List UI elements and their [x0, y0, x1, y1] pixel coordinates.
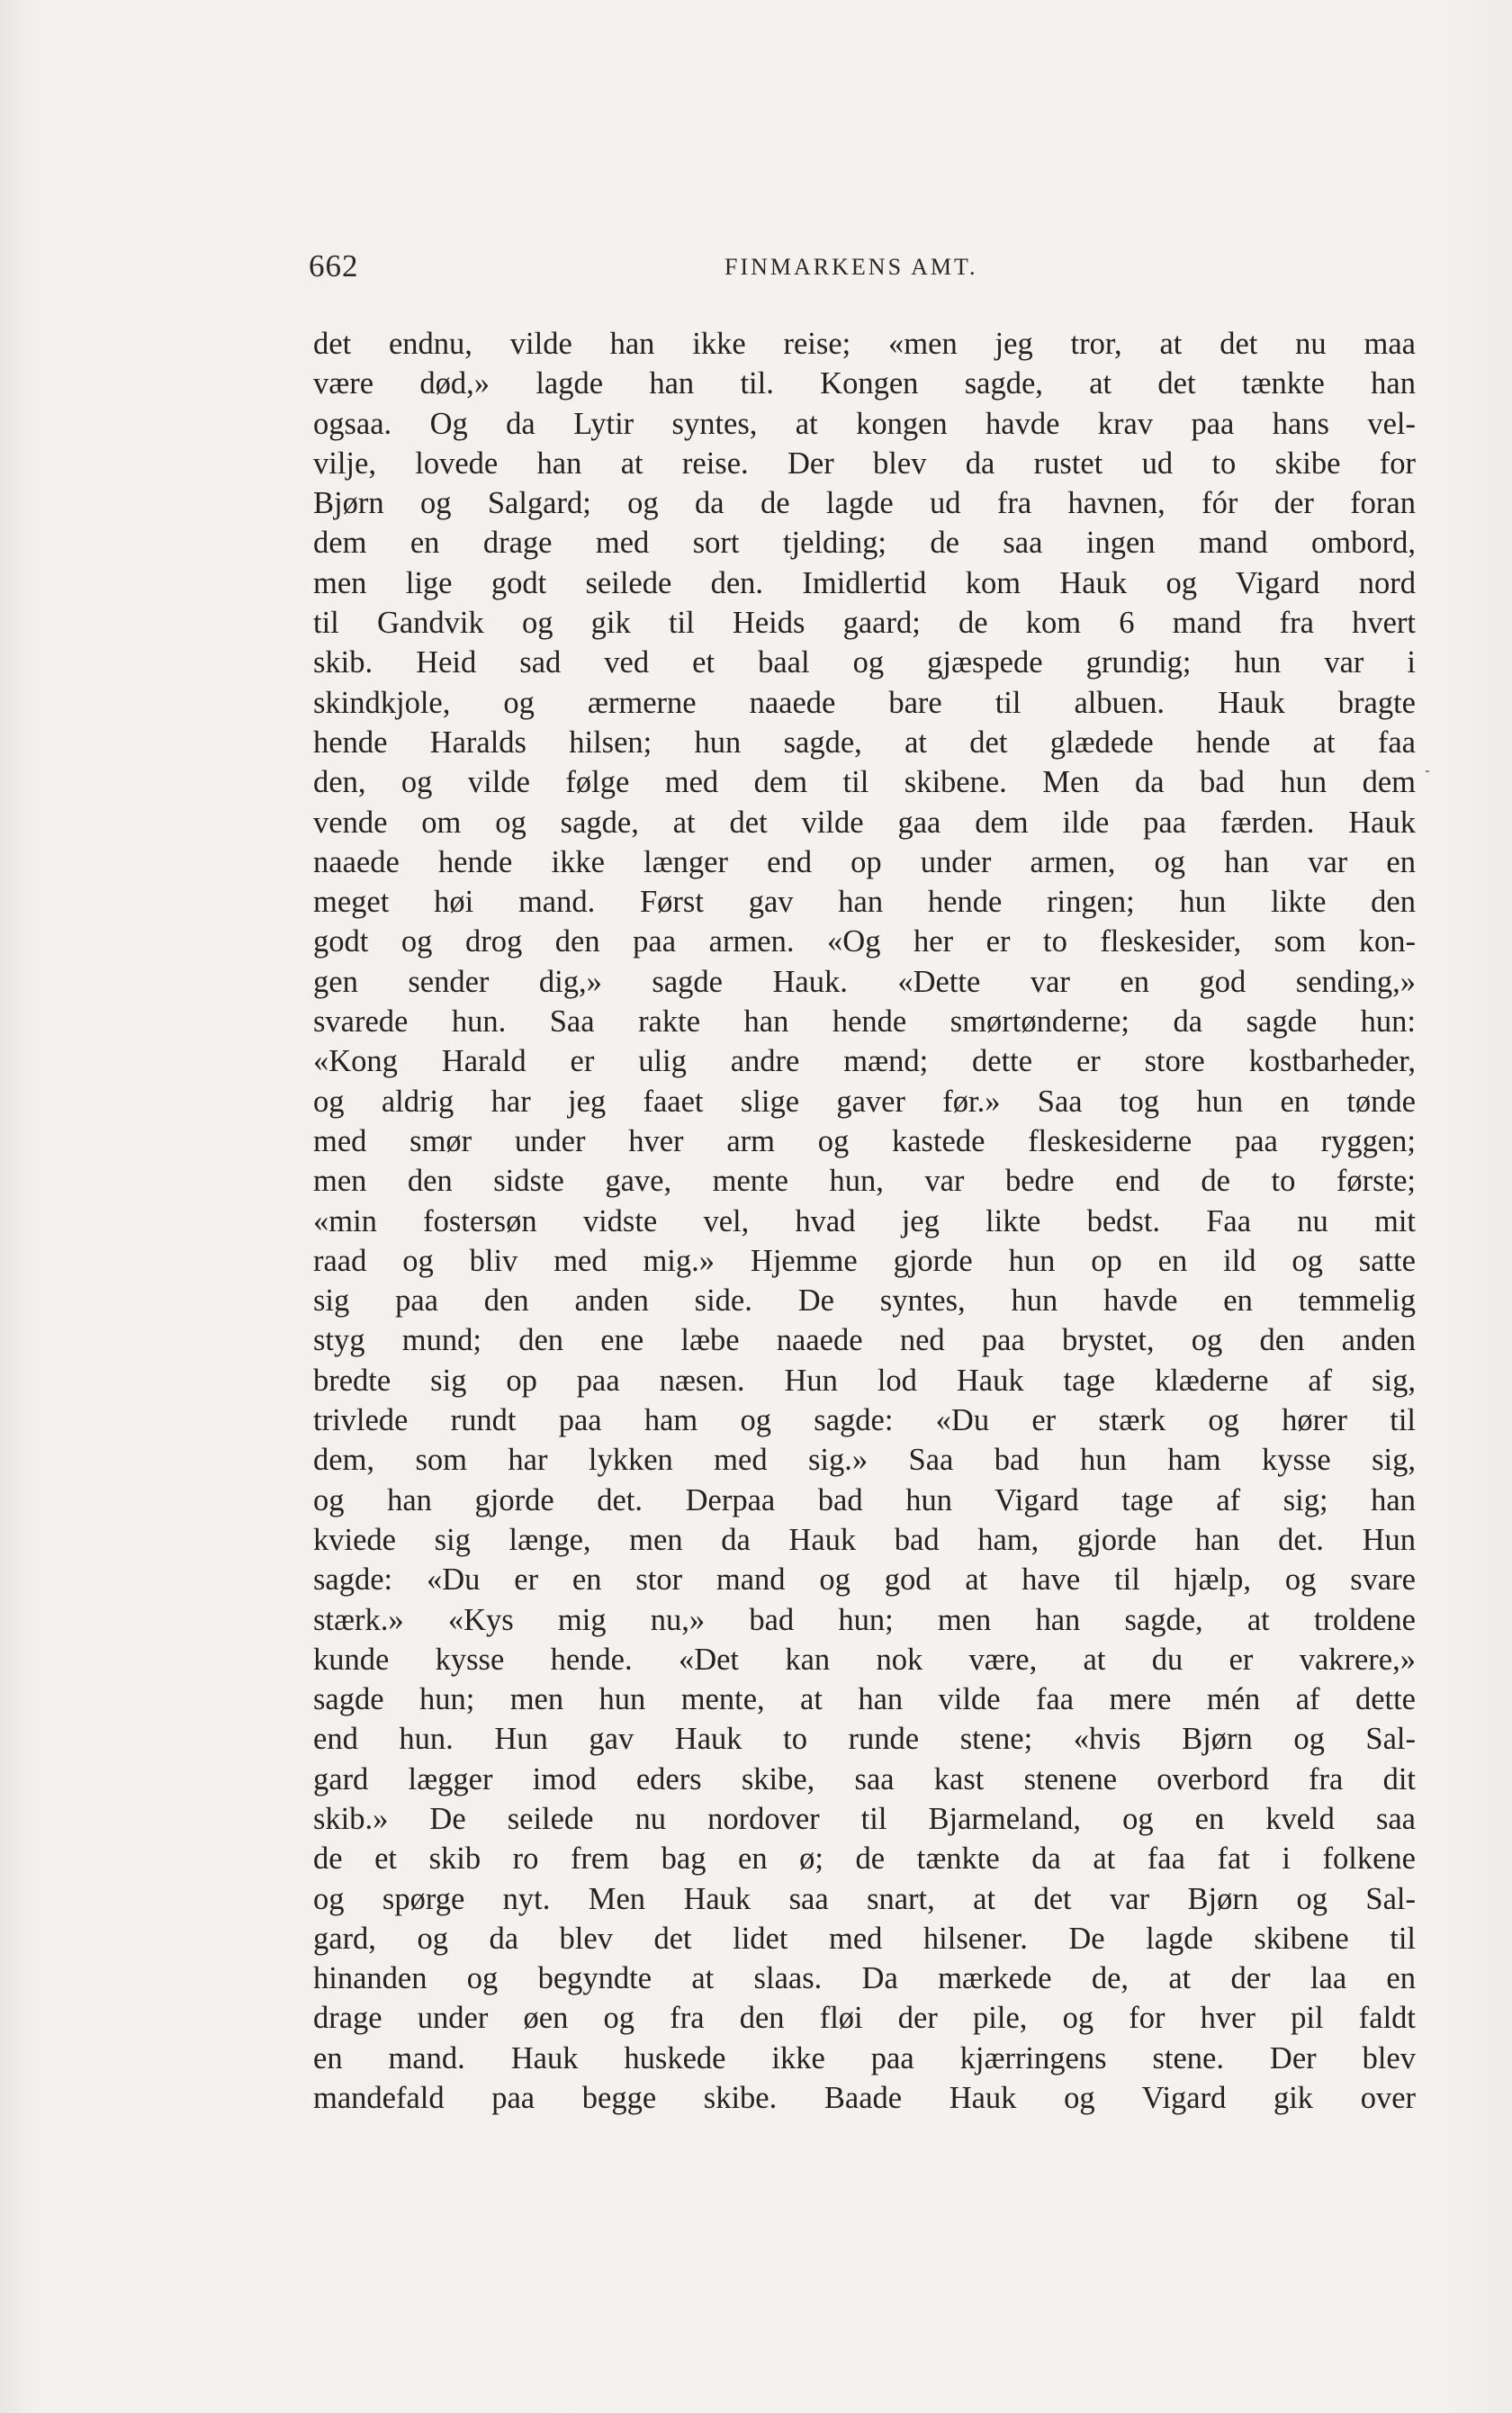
- text-line: vende om og sagde, at det vilde gaa dem ilde paa færden. Hauk: [313, 805, 1416, 840]
- text-line: ogsaa. Og da Lytir syntes, at kongen havde krav paa hans vel-: [313, 406, 1416, 441]
- text-line: sagde: «Du er en stor mand og god at have til hjælp, og svare: [313, 1562, 1416, 1598]
- running-head: FINMARKENS AMT.: [724, 254, 978, 280]
- text-line: men lige godt seilede den. Imidlertid kom Hauk og Vigard nord: [313, 565, 1416, 600]
- scan-speck: [1426, 770, 1429, 772]
- text-line: sagde hun; men hun mente, at han vilde faa mere mén af dette: [313, 1682, 1416, 1717]
- body-text: [313, 324, 1416, 2118]
- text-line: skindkjole, og ærmerne naaede bare til albuen. Hauk bragte: [313, 685, 1416, 720]
- text-line: og han gjorde det. Derpaa bad hun Vigard tage af sig; han: [313, 1482, 1416, 1517]
- text-line: til Gandvik og gik til Heids gaard; de kom 6 mand fra hvert: [313, 606, 1416, 641]
- text-line: naaede hende ikke længer end op under armen, og han var en: [313, 844, 1416, 879]
- text-line: vilje, lovede han at reise. Der blev da rustet ud to skibe for: [313, 446, 1416, 481]
- text-line: og aldrig har jeg faaet slige gaver før.» Saa tog hun en tønde: [313, 1084, 1416, 1119]
- text-line: skib. Heid sad ved et baal og gjæspede grundig; hun var i: [313, 645, 1416, 680]
- text-line: trivlede rundt paa ham og sagde: «Du er stærk og hører til: [313, 1403, 1416, 1438]
- text-line: det endnu, vilde han ikke reise; «men jeg tror, at det nu maa: [313, 327, 1416, 361]
- text-line: gen sender dig,» sagde Hauk. «Dette var en god sending,»: [313, 964, 1416, 999]
- text-line: mandefald paa begge skibe. Baade Hauk og Vigard gik over: [313, 2081, 1416, 2116]
- text-line: dem, som har lykken med sig.» Saa bad hun ham kysse sig,: [313, 1443, 1416, 1478]
- text-line: stærk.» «Kys mig nu,» bad hun; men han sagde, at troldene: [313, 1602, 1416, 1637]
- text-line: sig paa den anden side. De syntes, hun havde en temmelig: [313, 1283, 1416, 1319]
- text-line: og spørge nyt. Men Hauk saa snart, at det var Bjørn og Sal-: [313, 1881, 1416, 1916]
- text-line: den, og vilde følge med dem til skibene. Men da bad hun dem: [313, 765, 1416, 800]
- text-line: kunde kysse hende. «Det kan nok være, at du er vakrere,»: [313, 1642, 1416, 1677]
- text-line: meget høi mand. Først gav han hende ringen; hun likte den: [313, 885, 1416, 920]
- text-line: drage under øen og fra den fløi der pile, og for hver pil faldt: [313, 2001, 1416, 2036]
- text-line: en mand. Hauk huskede ikke paa kjærringens stene. Der blev: [313, 2040, 1416, 2075]
- text-line: Bjørn og Salgard; og da de lagde ud fra havnen, fór der foran: [313, 486, 1416, 521]
- text-line: «min fostersøn vidste vel, hvad jeg likte bedst. Faa nu mit: [313, 1203, 1416, 1238]
- text-line: kviede sig længe, men da Hauk bad ham, gjorde han det. Hun: [313, 1522, 1416, 1557]
- text-line: end hun. Hun gav Hauk to runde stene; «hvis Bjørn og Sal-: [313, 1722, 1416, 1757]
- text-line: styg mund; den ene læbe naaede ned paa brystet, og den anden: [313, 1323, 1416, 1358]
- text-line: bredte sig op paa næsen. Hun lod Hauk tage klæderne af sig,: [313, 1363, 1416, 1398]
- text-line: men den sidste gave, mente hun, var bedre end de to første;: [313, 1164, 1416, 1199]
- text-line: de et skib ro frem bag en ø; de tænkte da at faa fat i folkene: [313, 1841, 1416, 1877]
- page-header: [309, 236, 1416, 290]
- text-line: svarede hun. Saa rakte han hende smørtønderne; da sagde hun:: [313, 1004, 1416, 1040]
- text-line: med smør under hver arm og kastede fleskesiderne paa ryggen;: [313, 1123, 1416, 1158]
- text-line: dem en drage med sort tjelding; de saa ingen mand ombord,: [313, 526, 1416, 561]
- text-line: gard, og da blev det lidet med hilsener. De lagde skibene til: [313, 1921, 1416, 1956]
- text-line: gard lægger imod eders skibe, saa kast stenene overbord fra dit: [313, 1761, 1416, 1796]
- text-line: godt og drog den paa armen. «Og her er to fleskesider, som kon-: [313, 924, 1416, 959]
- page-number: 662: [309, 248, 359, 284]
- text-line: hinanden og begyndte at slaas. Da mærkede de, at der laa en: [313, 1961, 1416, 1996]
- text-line: skib.» De seilede nu nordover til Bjarmeland, og en kveld saa: [313, 1801, 1416, 1836]
- text-line: hende Haralds hilsen; hun sagde, at det glædede hende at faa: [313, 725, 1416, 760]
- text-line: være død,» lagde han til. Kongen sagde, at det tænkte han: [313, 366, 1416, 401]
- text-line: «Kong Harald er ulig andre mænd; dette er store kostbarheder,: [313, 1044, 1416, 1079]
- text-line: raad og bliv med mig.» Hjemme gjorde hun op en ild og satte: [313, 1243, 1416, 1278]
